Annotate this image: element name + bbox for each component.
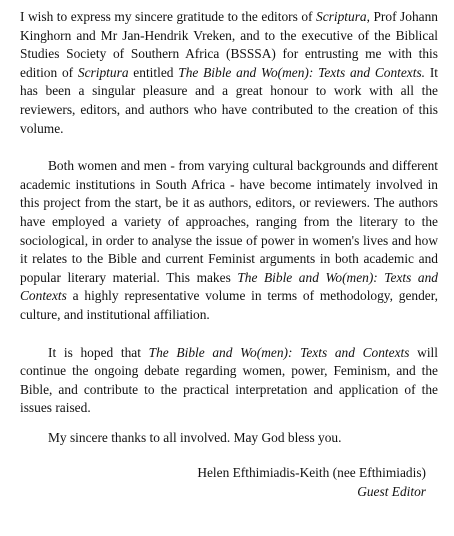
volume-title: The Bible and Wo(men): Texts and Contexts xyxy=(20,269,438,304)
text-segment: a highly representative volume in terms of methodology, gender, culture, and institutional affiliation. xyxy=(20,288,438,322)
signature-block xyxy=(20,464,438,501)
paragraph-hope xyxy=(20,344,438,418)
text-segment: I wish to express my sincere gratitude to the editors of xyxy=(20,9,317,24)
text-segment: It is hoped that xyxy=(48,344,149,360)
text-segment: Both women and men - from varying cultural backgrounds and different academic institutions in South Africa - have become intimately involved in this project from the start, be it as authors, editors, or reviewers. The authors have employed a variety of approaches, ranging from the literary to the sociological, in order to analyse the issue of power in women's lives and how it relates to the Bible and current Feminist arguments in both academic and popular literary material. This makes xyxy=(20,158,438,285)
text-segment: will continue the ongoing debate regarding women, power, Feminism, and the Bible, and contribute to the practical interpretation and application of the issues raised. xyxy=(20,344,438,416)
paragraph-gratitude xyxy=(20,8,438,138)
paragraph-contributors xyxy=(20,157,438,324)
text-segment: , Prof Johann Kinghorn and Mr Jan-Hendrik Vreken, and to the executive of the Biblical Studies Society of Southern Africa (BSSSA) for entrusting me with this edition of xyxy=(20,9,438,80)
volume-title: The Bible and Wo(men): Texts and Contexts. xyxy=(178,64,426,80)
journal-title: Scriptura xyxy=(316,9,367,24)
volume-title: The Bible and Wo(men): Texts and Contexts xyxy=(148,344,410,360)
text-segment: My sincere thanks to all involved. May God bless you. xyxy=(48,429,342,445)
signature-role: Guest Editor xyxy=(357,484,426,500)
paragraph-thanks xyxy=(20,429,438,448)
text-segment: It has been a singular pleasure and a great honour to work with all the reviewers, editors, and authors who have contributed to the creation of this volume. xyxy=(20,64,438,136)
signature-name: Helen Efthimiadis-Keith (nee Efthimiadis) xyxy=(197,465,426,481)
journal-title: Scriptura xyxy=(77,64,129,80)
text-segment: entitled xyxy=(128,64,179,80)
